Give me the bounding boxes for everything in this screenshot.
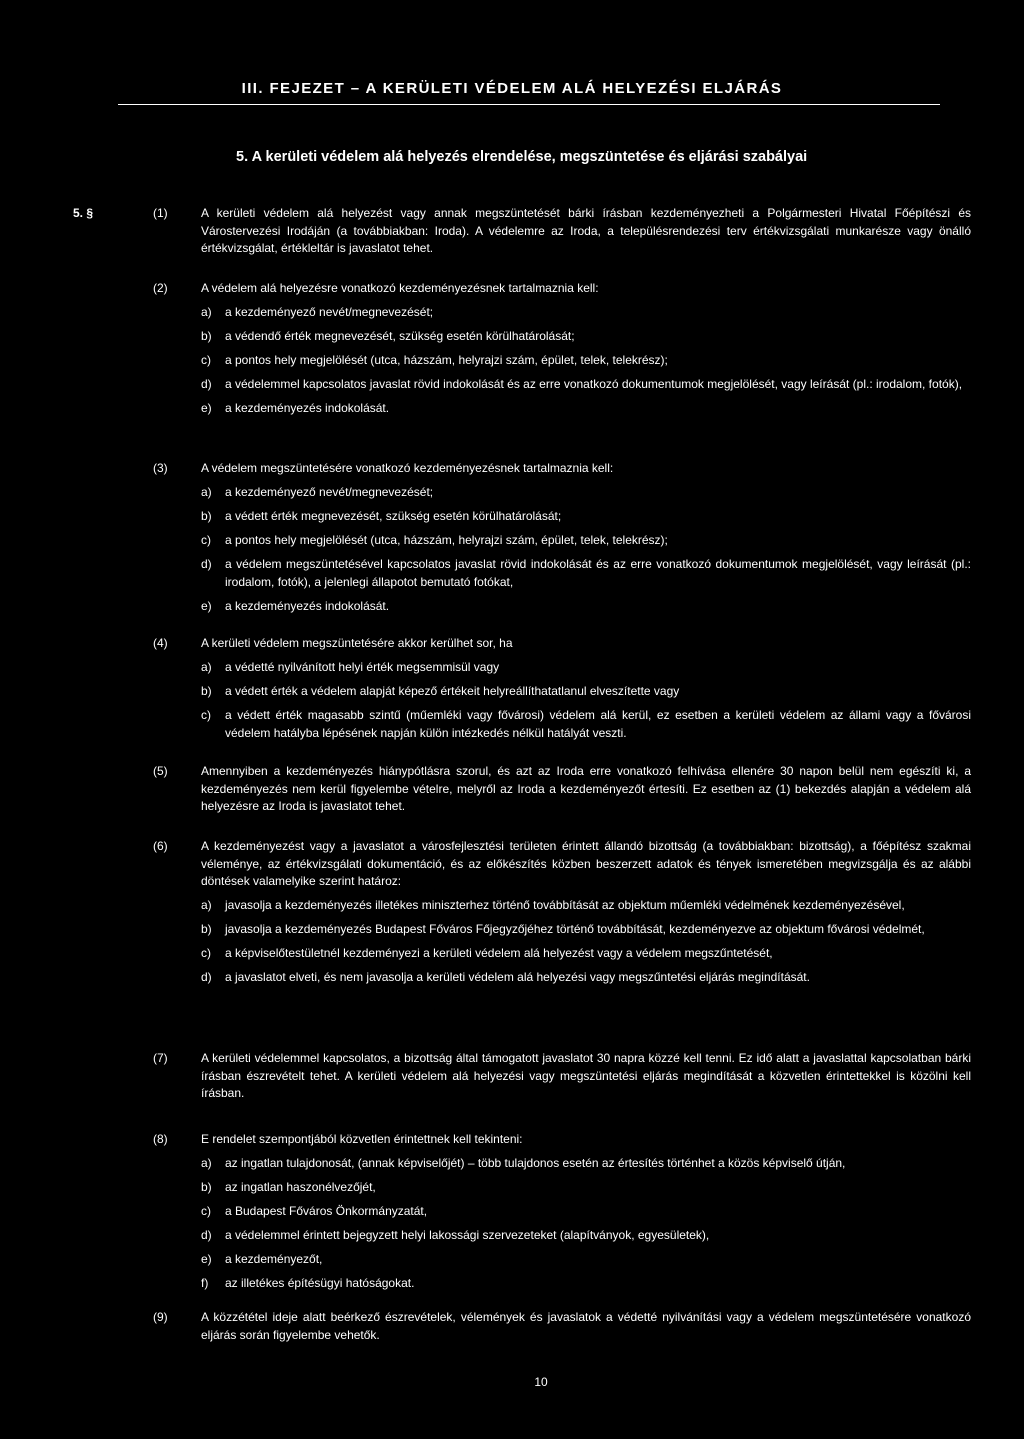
paragraph xyxy=(153,838,971,987)
list-item-text: a védett érték magasabb szintű (műemléki vagy fővárosi) védelem alá kerül, ez esetben a kerületi védelem az állami vagy a fővárosi védelem hatályba lépésének napján külön intézkedés nélkül hatályát veszti. xyxy=(225,708,971,740)
paragraph-number: (3) xyxy=(153,461,168,475)
list-item-text: a kezdeményezőt, xyxy=(225,1252,323,1266)
list-item-label: e) xyxy=(201,1252,212,1266)
list-item-label: d) xyxy=(201,377,212,391)
list-item xyxy=(201,683,971,701)
paragraph-text: Amennyiben a kezdeményezés hiánypótlásra szorul, és azt az Iroda erre vonatkozó felhívása ellenére 30 napon belül nem egészíti ki, a kezdeményezés nem kerül figyelembe vételre, melyről az Iroda a kezdeményezőt értesíti. Ez esetben az (1) bekezdés alapján a védelem alá helyezésre az Iroda is javaslatot tehet. xyxy=(201,764,971,813)
paragraph xyxy=(153,1131,971,1293)
list-item-label: c) xyxy=(201,1204,211,1218)
list-item xyxy=(201,304,971,322)
list-item-text: a képviselőtestületnél kezdeményezi a kerületi védelem alá helyezést vagy a védelem megszűntetését, xyxy=(225,946,773,960)
paragraph-number: (9) xyxy=(153,1310,168,1324)
list-item-text: a védett érték a védelem alapját képező értékeit helyreállíthatatlanul elveszítette vagy xyxy=(225,684,680,698)
list-item-label: b) xyxy=(201,509,212,523)
list-item-text: a kezdeményezés indokolását. xyxy=(225,401,390,415)
list-item-text: a Budapest Főváros Önkormányzatát, xyxy=(225,1204,428,1218)
paragraph-text: E rendelet szempontjából közvetlen érintettnek kell tekinteni: xyxy=(201,1132,523,1146)
list-item-text: a pontos hely megjelölését (utca, házszám, helyrajzi szám, épület, telek, telekrész); xyxy=(225,353,668,367)
list-item-text: a védett érték megnevezését, szükség esetén körülhatárolását; xyxy=(225,509,562,523)
list-item-label: a) xyxy=(201,485,212,499)
paragraph xyxy=(153,1050,971,1103)
list-item-text: a védetté nyilvánított helyi érték megsemmisül vagy xyxy=(225,660,500,674)
list-item-text: a javaslatot elveti, és nem javasolja a kerületi védelem alá helyezési vagy megszűntetési eljárás megindítását. xyxy=(225,970,810,984)
list-item-label: a) xyxy=(201,1156,212,1170)
list-item-label: b) xyxy=(201,922,212,936)
list-item xyxy=(201,921,971,939)
list-item-label: a) xyxy=(201,660,212,674)
list-item-text: az illetékes építésügyi hatóságokat. xyxy=(225,1276,415,1290)
list-item-text: a kezdeményező nevét/megnevezését; xyxy=(225,305,434,319)
list-item-label: c) xyxy=(201,708,211,722)
list-item-label: e) xyxy=(201,598,212,613)
list-item-label: f) xyxy=(201,1276,209,1290)
list-item xyxy=(201,376,971,394)
list-item-label: d) xyxy=(201,557,212,571)
list-item-label: c) xyxy=(201,353,211,367)
list-item xyxy=(201,598,971,616)
paragraph-text: A védelem alá helyezésre vonatkozó kezdeményezésnek tartalmaznia kell: xyxy=(201,281,599,295)
paragraph-number: (1) xyxy=(153,206,168,220)
list-item-text: az ingatlan haszonélvezőjét, xyxy=(225,1180,376,1194)
paragraph-text: A közzététel ideje alatt beérkező észrevételek, vélemények és javaslatok a védetté nyilvánítási vagy a védelem megszüntetésére vonatkozó eljárás során figyelembe vehetők. xyxy=(201,1310,971,1342)
section-title: 5. A kerületi védelem alá helyezés elrendelése, megszüntetése és eljárási szabályai xyxy=(236,149,808,165)
list-item xyxy=(201,1179,971,1197)
list-item-text: a pontos hely megjelölését (utca, házszám, helyrajzi szám, épület, telek, telekrész); xyxy=(225,533,668,547)
list-item-label: b) xyxy=(201,684,212,698)
list-item-text: javasolja a kezdeményezés Budapest Főváros Főjegyzőjéhez történő továbbítását, kezdeményezve az objektum fővárosi védelmét, xyxy=(225,922,925,936)
list-item xyxy=(201,352,971,370)
paragraph xyxy=(153,280,971,418)
section-mark: 5. § xyxy=(73,206,94,220)
list-item xyxy=(201,484,971,502)
paragraph-text: A kerületi védelemmel kapcsolatos, a bizottság által támogatott javaslatot 30 napra közzé kell tenni. Ez idő alatt a javaslattal kapcsolatban bárki írásban észrevételt tehet. A kerületi védelem alá helyezési vagy megszüntetési eljárás megindítását a közvetlen érintettekkel is közölni kell írásban. xyxy=(201,1051,971,1100)
list-item-text: a védelemmel érintett bejegyzett helyi lakossági szervezeteket (alapítványok, egyesületek), xyxy=(225,1228,710,1242)
paragraph-number: (8) xyxy=(153,1132,168,1146)
paragraph-number: (2) xyxy=(153,281,168,295)
list-item-text: a védendő érték megnevezését, szükség esetén körülhatárolását; xyxy=(225,329,575,343)
list-item xyxy=(201,532,971,550)
list-item xyxy=(201,556,971,591)
list-item-label: e) xyxy=(201,401,212,415)
list-item-text: a kezdeményezés indokolását. xyxy=(225,598,390,613)
list-item-text: a védelemmel kapcsolatos javaslat rövid indokolását és az erre vonatkozó dokumentumok megjelölését, vagy leírását (pl.: irodalom, fotók), xyxy=(225,377,963,391)
paragraph xyxy=(153,1309,971,1344)
list-item-label: b) xyxy=(201,1180,212,1194)
list-item-label: c) xyxy=(201,533,211,547)
list-item xyxy=(201,1155,971,1173)
list-item xyxy=(201,1275,971,1293)
paragraph xyxy=(153,460,971,615)
list-item-text: javasolja a kezdeményezés illetékes miniszterhez történő továbbítását az objektum műemléki védelmének kezdeményezésével, xyxy=(225,898,905,912)
paragraph-text: A kerületi védelem alá helyezést vagy annak megszüntetését bárki írásban kezdeményezheti a Polgármesteri Hivatal Főépítészi és Várostervezési Irodáján (a továbbiakban: Iroda). A védelemre az Iroda, a településrendezési terv értékvizsgálati munkarésze vagy önálló értékvizsgálat, értékleltár is javaslatot tehet. xyxy=(201,206,971,255)
list-item-label: d) xyxy=(201,970,212,984)
list-item-text: a kezdeményező nevét/megnevezését; xyxy=(225,485,434,499)
list-item-text: az ingatlan tulajdonosát, (annak képviselőjét) – több tulajdonos esetén az értesítés történhet a közös képviselő útján, xyxy=(225,1156,846,1170)
paragraph xyxy=(153,763,971,816)
list-item-label: a) xyxy=(201,305,212,319)
list-item xyxy=(201,659,971,677)
chapter-heading: III. FEJEZET – A KERÜLETI VÉDELEM ALÁ HELYEZÉSI ELJÁRÁS xyxy=(241,80,783,97)
list-item xyxy=(201,508,971,526)
list-item-label: c) xyxy=(201,946,211,960)
list-item xyxy=(201,328,971,346)
list-item-text: a védelem megszüntetésével kapcsolatos javaslat rövid indokolását és az erre vonatkozó dokumentumok megjelölését, vagy leírását (pl.: irodalom, fotók), a jelenlegi állapotot bemutató fotókat, xyxy=(225,557,971,589)
paragraph-number: (6) xyxy=(153,839,168,853)
list-item xyxy=(201,707,971,742)
paragraph xyxy=(153,205,971,258)
paragraph-number: (4) xyxy=(153,636,168,650)
paragraph-number: (7) xyxy=(153,1051,168,1065)
paragraph xyxy=(153,635,971,742)
chapter-divider xyxy=(118,104,940,105)
list-item xyxy=(201,400,971,418)
list-item-label: a) xyxy=(201,898,212,912)
page-number: 10 xyxy=(534,1375,548,1389)
list-item-label: b) xyxy=(201,329,212,343)
paragraph-number: (5) xyxy=(153,764,168,778)
list-item xyxy=(201,1251,971,1269)
list-item xyxy=(201,945,971,963)
list-item-label: d) xyxy=(201,1228,212,1242)
list-item xyxy=(201,1203,971,1221)
list-item xyxy=(201,897,971,915)
paragraph-text: A kerületi védelem megszüntetésére akkor kerülhet sor, ha xyxy=(201,636,513,650)
paragraph-text: A védelem megszüntetésére vonatkozó kezdeményezésnek tartalmaznia kell: xyxy=(201,461,614,475)
list-item xyxy=(201,969,971,987)
paragraph-text: A kezdeményezést vagy a javaslatot a városfejlesztési területen érintett állandó bizottság (a továbbiakban: bizottság), a főépítész szakmai véleménye, az értékvizsgálati dokumentáció, és az előkészítés közben beszerzett adatok és tények ismeretében megvizsgálja és az alábbi döntések valamelyike szerint határoz: xyxy=(201,839,971,888)
list-item xyxy=(201,1227,971,1245)
